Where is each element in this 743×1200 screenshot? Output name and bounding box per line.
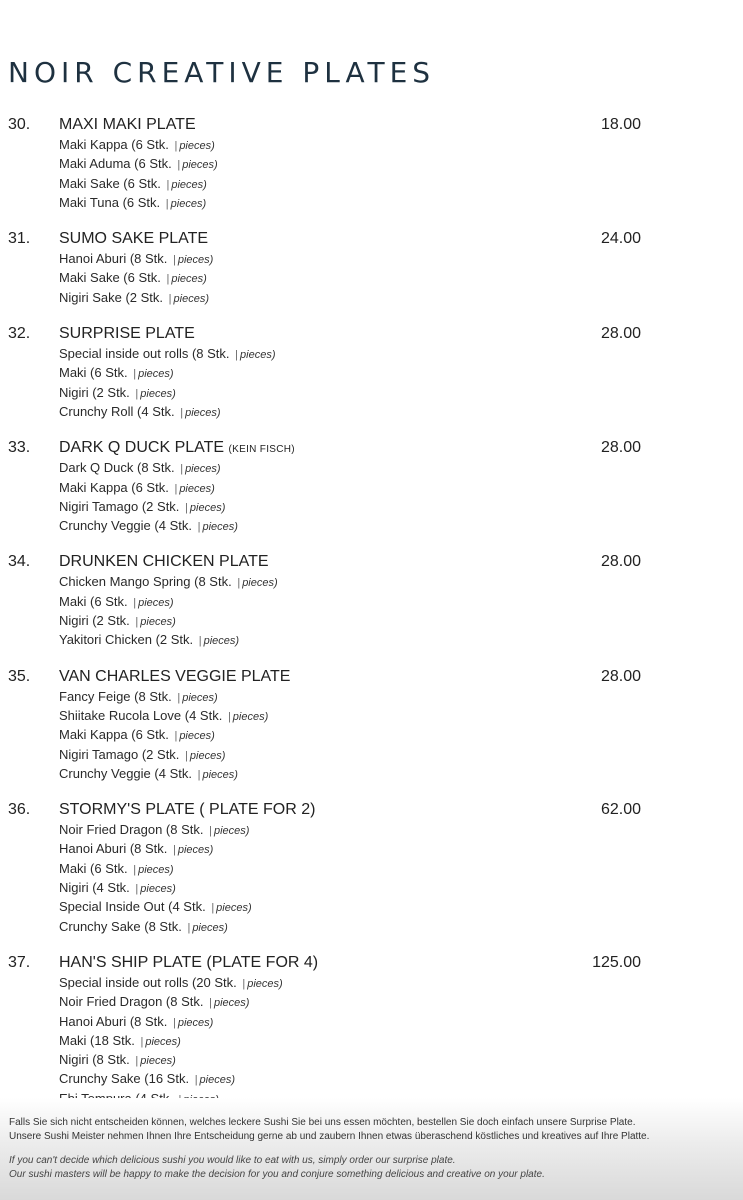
separator: | <box>166 178 170 191</box>
unit-label: pieces) <box>177 1016 214 1029</box>
menu-item <box>0 439 743 536</box>
unit-label: pieces) <box>145 1035 181 1048</box>
content-text: Maki (6 Stk. <box>59 593 128 609</box>
content-text: Chicken Mango Spring (8 Stk. <box>59 574 232 590</box>
content-text: Nigiri (8 Stk. <box>59 1052 130 1068</box>
content-text: Noir Fried Dragon (8 Stk. <box>59 994 204 1010</box>
item-name <box>59 954 318 972</box>
content-text: Maki Kappa (6 Stk. <box>59 727 169 743</box>
separator: | <box>180 463 184 476</box>
unit-label: pieces) <box>177 254 214 267</box>
item-name-text: MAXI MAKI PLATE <box>59 116 196 133</box>
item-content-line <box>59 918 743 937</box>
menu-item <box>0 230 743 308</box>
item-content-line <box>59 1051 743 1070</box>
item-content-line <box>59 840 743 859</box>
separator: | <box>166 273 170 286</box>
item-price: 125.00 <box>592 953 641 971</box>
item-number: 37. <box>8 953 31 971</box>
item-content-line <box>59 136 743 155</box>
item-name-text: STORMY'S PLATE ( PLATE FOR 2) <box>59 801 316 819</box>
unit-label: pieces) <box>140 1055 176 1068</box>
separator: | <box>197 521 201 534</box>
item-name-text: HAN'S SHIP PLATE (PLATE FOR 4) <box>59 953 319 971</box>
menu-item <box>0 954 743 1109</box>
unit-label: pieces) <box>232 710 269 723</box>
content-text: Maki Aduma (6 Stk. <box>59 156 172 172</box>
unit-label: pieces) <box>140 616 176 629</box>
separator: | <box>177 159 181 172</box>
content-text: Crunchy Veggie (4 Stk. <box>59 765 192 781</box>
separator: | <box>174 730 178 743</box>
item-number: 31. <box>8 230 31 248</box>
unit-label: pieces) <box>171 273 207 286</box>
unit-label: pieces) <box>179 730 215 743</box>
content-text: Maki (18 Stk. <box>59 1032 135 1048</box>
item-price: 28.00 <box>600 439 641 457</box>
content-text: Maki Sake (6 Stk. <box>59 175 161 191</box>
item-number: 30. <box>8 116 31 133</box>
unit-label: pieces) <box>240 349 276 362</box>
content-text: Hanoi Aburi (8 Stk. <box>59 251 168 267</box>
item-content-line <box>59 155 743 174</box>
content-text: Nigiri (2 Stk. <box>59 384 130 400</box>
unit-label: pieces) <box>140 387 176 400</box>
footer-german-text <box>9 1116 649 1143</box>
unit-label: pieces) <box>185 406 221 419</box>
item-price: 28.00 <box>600 553 641 571</box>
item-name <box>59 801 315 819</box>
footer-german-line: Unsere Sushi Meister nehmen Ihnen Ihre Entscheidung gerne ab und zaubern Ihnen etwas überaschend köstliches und kreatives auf Ihre Platte. <box>9 1130 650 1142</box>
separator: | <box>198 635 202 648</box>
unit-label: pieces) <box>170 197 207 210</box>
item-content-line <box>59 593 743 612</box>
separator: | <box>209 825 212 838</box>
content-text: Nigiri (2 Stk. <box>59 613 130 629</box>
item-content-line <box>59 821 743 840</box>
separator: | <box>197 768 201 781</box>
separator: | <box>227 710 231 723</box>
separator: | <box>135 387 139 400</box>
item-name <box>59 553 269 571</box>
unit-label: pieces) <box>189 501 226 514</box>
item-price: 24.00 <box>600 230 641 248</box>
unit-label: pieces) <box>138 368 174 381</box>
content-text: Special inside out rolls (8 Stk. <box>59 346 230 362</box>
content-text: Nigiri (4 Stk. <box>59 880 130 896</box>
content-text: Dark Q Duck (8 Stk. <box>59 460 175 476</box>
item-note: (KEIN FISCH) <box>228 444 295 456</box>
item-name <box>59 439 295 457</box>
item-number: 35. <box>8 667 31 685</box>
separator: | <box>135 616 139 629</box>
separator: | <box>140 1035 144 1048</box>
unit-label: pieces) <box>189 749 226 762</box>
separator: | <box>173 1016 176 1029</box>
item-name <box>59 668 290 686</box>
separator: | <box>174 482 178 495</box>
footer <box>0 1098 743 1200</box>
item-content-line <box>59 688 743 707</box>
item-price: 18.00 <box>600 116 641 133</box>
item-content-line <box>59 459 743 478</box>
separator: | <box>173 254 176 267</box>
unit-label: pieces) <box>192 921 228 934</box>
unit-label: pieces) <box>173 292 209 305</box>
unit-label: pieces) <box>182 159 218 172</box>
menu-item <box>0 553 743 650</box>
item-name <box>59 116 196 134</box>
item-content-line <box>59 517 743 536</box>
item-name <box>59 230 208 248</box>
item-content-line <box>59 403 743 422</box>
content-text: Hanoi Aburi (8 Stk. <box>59 841 168 857</box>
content-text: Maki Sake (6 Stk. <box>59 270 161 286</box>
item-name-text: VAN CHARLES VEGGIE PLATE <box>59 667 291 685</box>
content-text: Crunchy Sake (16 Stk. <box>59 1071 190 1087</box>
item-content-line <box>59 573 743 592</box>
item-contents <box>0 954 743 1109</box>
separator: | <box>185 501 188 514</box>
separator: | <box>135 883 139 896</box>
unit-label: pieces) <box>213 825 250 838</box>
unit-label: pieces) <box>202 521 238 534</box>
footer-english-line: Our sushi masters will be happy to make the decision for you and conjure something delicious and creative on your plate. <box>9 1168 545 1180</box>
separator: | <box>168 292 172 305</box>
unit-label: pieces) <box>216 902 252 915</box>
item-price: 28.00 <box>600 667 641 685</box>
item-number: 36. <box>8 801 31 819</box>
item-content-line <box>59 1032 743 1051</box>
item-contents <box>0 801 743 937</box>
separator: | <box>177 691 181 704</box>
content-text: Nigiri Sake (2 Stk. <box>59 289 164 305</box>
separator: | <box>165 197 169 210</box>
item-content-line <box>59 269 743 288</box>
item-content-line <box>59 765 743 784</box>
separator: | <box>133 863 137 876</box>
unit-label: pieces) <box>138 863 174 876</box>
unit-label: pieces) <box>185 463 221 476</box>
content-text: Maki Tuna (6 Stk. <box>59 194 161 210</box>
separator: | <box>242 977 246 990</box>
content-text: Special inside out rolls (20 Stk. <box>59 974 237 990</box>
item-content-line <box>59 860 743 879</box>
content-text: Maki (6 Stk. <box>59 860 128 876</box>
content-text: Crunchy Veggie (4 Stk. <box>59 518 192 534</box>
separator: | <box>133 596 137 609</box>
unit-label: pieces) <box>177 844 214 857</box>
item-content-line <box>59 175 743 194</box>
separator: | <box>173 844 176 857</box>
item-name-text: SURPRISE PLATE <box>59 325 195 343</box>
unit-label: pieces) <box>179 140 215 152</box>
unit-label: pieces) <box>213 997 250 1010</box>
separator: | <box>211 902 215 915</box>
page-title: NOIR CREATIVE PLATES <box>8 56 436 89</box>
item-content-line <box>59 631 743 650</box>
item-content-line <box>59 384 743 403</box>
item-number: 33. <box>8 439 31 457</box>
item-content-line <box>59 879 743 898</box>
separator: | <box>235 349 239 362</box>
separator: | <box>185 749 188 762</box>
content-text: Hanoi Aburi (8 Stk. <box>59 1013 168 1029</box>
item-content-line <box>59 612 743 631</box>
footer-english-text <box>9 1154 545 1181</box>
unit-label: pieces) <box>138 596 174 609</box>
content-text: Noir Fried Dragon (8 Stk. <box>59 822 204 838</box>
content-text: Fancy Feige (8 Stk. <box>59 688 172 704</box>
item-content-line <box>59 726 743 745</box>
item-price: 62.00 <box>600 801 641 819</box>
item-content-line <box>59 364 743 383</box>
item-number: 34. <box>8 553 31 571</box>
item-content-line <box>59 345 743 364</box>
menu-item <box>0 325 743 422</box>
unit-label: pieces) <box>182 691 218 704</box>
content-text: Maki Kappa (6 Stk. <box>59 479 169 495</box>
unit-label: pieces) <box>242 577 278 590</box>
item-content-line <box>59 289 743 308</box>
item-content-line <box>59 746 743 765</box>
content-text: Shiitake Rucola Love (4 Stk. <box>59 707 223 723</box>
content-text: Yakitori Chicken (2 Stk. <box>59 632 194 648</box>
content-text: Maki Kappa (6 Stk. <box>59 137 169 152</box>
unit-label: pieces) <box>247 977 283 990</box>
content-text: Nigiri Tamago (2 Stk. <box>59 746 180 762</box>
item-content-line <box>59 707 743 726</box>
unit-label: pieces) <box>203 635 240 648</box>
unit-label: pieces) <box>171 178 207 191</box>
unit-label: pieces) <box>179 482 215 495</box>
menu-item <box>0 668 743 784</box>
content-text: Crunchy Sake (8 Stk. <box>59 918 182 934</box>
content-text: Maki (6 Stk. <box>59 365 128 381</box>
content-text: Special Inside Out (4 Stk. <box>59 899 206 915</box>
item-content-line <box>59 498 743 517</box>
item-name-text: DRUNKEN CHICKEN PLATE <box>59 553 269 571</box>
item-content-line <box>59 479 743 498</box>
item-price: 28.00 <box>600 325 641 343</box>
item-content-line <box>59 1013 743 1032</box>
item-content-line <box>59 194 743 213</box>
content-text: Crunchy Roll (4 Stk. <box>59 403 175 419</box>
menu-list <box>0 116 743 1126</box>
item-content-line <box>59 974 743 993</box>
item-name-text: SUMO SAKE PLATE <box>59 230 209 248</box>
item-content-line <box>59 1070 743 1089</box>
item-name <box>59 325 195 343</box>
separator: | <box>209 997 212 1010</box>
item-content-line <box>59 898 743 917</box>
separator: | <box>187 921 191 934</box>
footer-german-line: Falls Sie sich nicht entscheiden können, welches leckere Sushi Sie bei uns essen möchten, bestellen Sie doch einfach unsere Surprise Plate. <box>9 1117 636 1128</box>
separator: | <box>174 140 178 152</box>
unit-label: pieces) <box>199 1074 236 1087</box>
item-number: 32. <box>8 325 31 343</box>
item-name-text: DARK Q DUCK PLATE <box>59 439 225 457</box>
separator: | <box>135 1055 139 1068</box>
separator: | <box>194 1074 198 1087</box>
separator: | <box>180 406 184 419</box>
item-content-line <box>59 250 743 269</box>
unit-label: pieces) <box>202 768 238 781</box>
separator: | <box>237 577 241 590</box>
separator: | <box>133 368 137 381</box>
content-text: Nigiri Tamago (2 Stk. <box>59 498 180 514</box>
unit-label: pieces) <box>140 883 176 896</box>
menu-item <box>0 116 743 213</box>
footer-english-line: If you can't decide which delicious sushi you would like to eat with us, simply order our surprise plate. <box>9 1155 456 1166</box>
menu-item <box>0 801 743 937</box>
item-content-line <box>59 993 743 1012</box>
